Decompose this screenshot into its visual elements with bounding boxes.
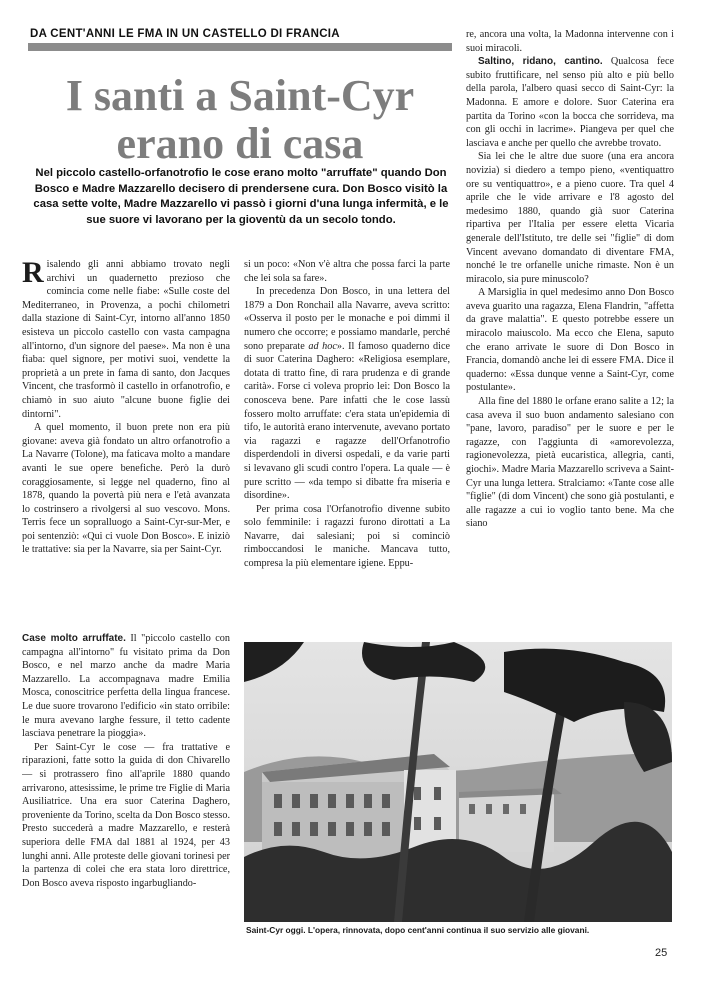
paragraph: In precedenza Don Bosco, in una lettera del 1879 a Don Ronchail alla Navarre, aveva scritto: «Osserva il posto per le monache e poi dimmi il numero che occorre; e possiamo mandarle, perché sono preparate ad hoc». Il famoso quaderno dice di suor Caterina Daghero: «Religiosa esemplare, dotata di tratto fine, di rara prudenza e di grande carità». Forse ci voleva proprio lei: Don Bosco la conosceva bene. Pare infatti che le cose lassù fossero molto arruffate: c'era stata un'epidemia di tifo, le autorità erano intervenute, avevano portato via ragazzi e ragazze dell'Orfanotrofio disperdendoli in diversi ospedali, e da varie parti si levavano gli scudi contro l'opera. La quale — è pure scritto — «da tempo si dibatte fra miseria e disordine». <box>244 286 450 502</box>
article-deck: Nel piccolo castello-orfanotrofio le cose erano molto "arruffate" quando Don Bosco e Madre Mazzarello decisero di prendersene cura. Don Bosco visitò la casa sette volte, Madre Mazzarello vi passò i giorni d'una lunga infermità, e le sue suore vi lavorano per la gioventù da un secolo tondo. <box>33 167 449 226</box>
paragraph: Per prima cosa l'Orfanotrofio divenne subito solo femminile: i ragazzi furono dirottati a La Navarre, dai salesiani; poi si cominciò rimboccandosi le maniche. Mancava tutto, compresa la più elementare igiene. Eppu- <box>244 503 450 570</box>
paragraph: A quel momento, il buon prete non era più giovane: aveva già fondato un altro orfanotrofio a La Navarre (Tolone), ma faticava molto a mandare avanti le sue opere benefiche. Però la durò coraggiosamente, si legge nel quaderno, fino al 1878, quando la povertà più nera e l'età avanzata lo costrinsero a rivolgersi al suo vescovo. Mons. Terris fece un sopralluogo a Saint-Cyr-sur-Mer, e poi sentenziò: «Qui ci vuole Don Bosco». E iniziò le trattative: sia per la Navarre, sia per Saint-Cyr. <box>22 422 230 556</box>
paragraph: Risalendo gli anni abbiamo trovato negli archivi un quadernetto prezioso che comincia come nelle fiabe: «Sulle coste del Mediterraneo, in Provenza, a pochi chilometri dalla stazione di Saint-Cyr, intorno all'anno 1850 esisteva un piccolo castello con vasta campagna all'intorno, d'un signore del paese». Ma non è una fiaba: quel signore, per motivi suoi, vendette la proprietà a un prete in fama di santo, don Jacques Vincent, che trasformò il castello in orfanotrofio, e chiamò in suo aiuto "alcune buone figlie dei dintorni". <box>22 258 230 420</box>
headline-line-1: I santi a Saint-Cyr <box>65 71 415 120</box>
kicker-rule <box>28 43 452 51</box>
paragraph: Saltino, ridano, cantino. Qualcosa fece subito fruttificare, nel senso più alto e più bello della parola, l'albero quasi secco di Saint-Cyr: la Madonna. E amore e dolore. Suor Caterina era partita da Torino «con la bocca che sorrideva, ma con gli occhi in lacrime». Piangeva per quel che lasciava e anche per quello che avrebbe trovato. <box>466 56 674 149</box>
paragraph: Per Saint-Cyr le cose — fra trattative e riparazioni, fatte sotto la guida di don Chivarello — si protrassero fino all'aprile 1880 quando arrivarono, attesissime, le prime tre Figlie di Maria Ausiliatrice. Una era suor Caterina Daghero, proveniente da Torino, scelta da Don Bosco stesso. Presto succederà a madre Mazzarello, e resterà superiora delle FMA dal 1881 al 1924, per 43 lunghi anni. Alle proteste delle giovani torinesi per la partenza di colei che era stata loro direttrice, Don Bosco aveva risposto ingarbugliando- <box>22 741 230 889</box>
paragraph: Sia lei che le altre due suore (una era ancora novizia) si diedero a tempo pieno, «ventiquattro ore su ventiquattro», e a pieno cuore. Tra quel 4 aprile che le vide arrivare e l'8 agosto del medesimo 1880, quando già suor Caterina ripartiva per l'Italia per essere eletta Vicaria generale dell'Istituto, tre delle sei "figlie" di dom Vincent avevano domandato di diventare FMA, nonché le tre orfanelle uniche rimaste. Non è un miracolo, sia pure minuscolo? <box>466 151 674 285</box>
headline-line-2: erano di casa <box>116 119 364 168</box>
photo-illustration <box>244 642 672 922</box>
article-headline <box>24 72 456 168</box>
paragraph: A Marsiglia in quel medesimo anno Don Bosco aveva guarito una ragazza, Elena Flandrin, "affetta da grave malattia". E questo potrebbe essere un miracolo maiuscolo. Ma ecco che Elena, saputo che erano arrivate le suore di Don Bosco in Francia, domandò anche lei di essere FMA. Dice il quaderno: «Essa dunque venne a Saint-Cyr, come postulante». <box>466 287 674 394</box>
column-1-top <box>22 258 230 632</box>
column-1-bottom <box>22 632 230 930</box>
column-3 <box>466 28 674 634</box>
building-photo <box>244 642 672 922</box>
column-2 <box>244 258 450 634</box>
subheading: Case molto arruffate. <box>22 633 126 644</box>
page-number: 25 <box>655 947 668 959</box>
photo-caption: Saint-Cyr oggi. L'opera, rinnovata, dopo cent'anni continua il suo servizio alle giovani. <box>246 925 590 935</box>
subheading: Saltino, ridano, cantino. <box>478 56 603 68</box>
paragraph: Case molto arruffate. Il "piccolo castello con campagna all'intorno" fu visitato prima da Don Bosco, e nel marzo anche da madre Maria Mazzarello. La accompagnava madre Emilia Mosca, conoscitrice perfetta della lingua francese. Le due suore trovarono l'edificio «in stato orribile: le mura avevano larghe fessure, il tetto cadente lasciava penetrare la pioggia». <box>22 633 230 740</box>
section-kicker: DA CENT'ANNI LE FMA IN UN CASTELLO DI FRANCIA <box>30 28 340 40</box>
paragraph: re, ancora una volta, la Madonna intervenne con i suoi miracoli. <box>466 29 674 54</box>
paragraph: si un poco: «Non v'è altra che possa farci la parte che lei sola sa fare». <box>244 259 450 284</box>
paragraph: Alla fine del 1880 le orfane erano salite a 12; la casa aveva il suo buon andamento salesiano con "pane, lavoro, paradiso" per le suore e per le ragazze, con l'aggiunta di «amorevolezza, ragionevolezza, pietà eucaristica, allegria, canti, giochi». Madre Maria Mazzarello scriveva a Saint-Cyr una lunga lettera. Stralciamo: «Tante cose alle "figlie" (di dom Vincent) che sono già postulanti, e alle ragazze a cui io voglio tanto bene. Ma che siano <box>466 396 674 530</box>
drop-cap: R <box>22 258 44 289</box>
